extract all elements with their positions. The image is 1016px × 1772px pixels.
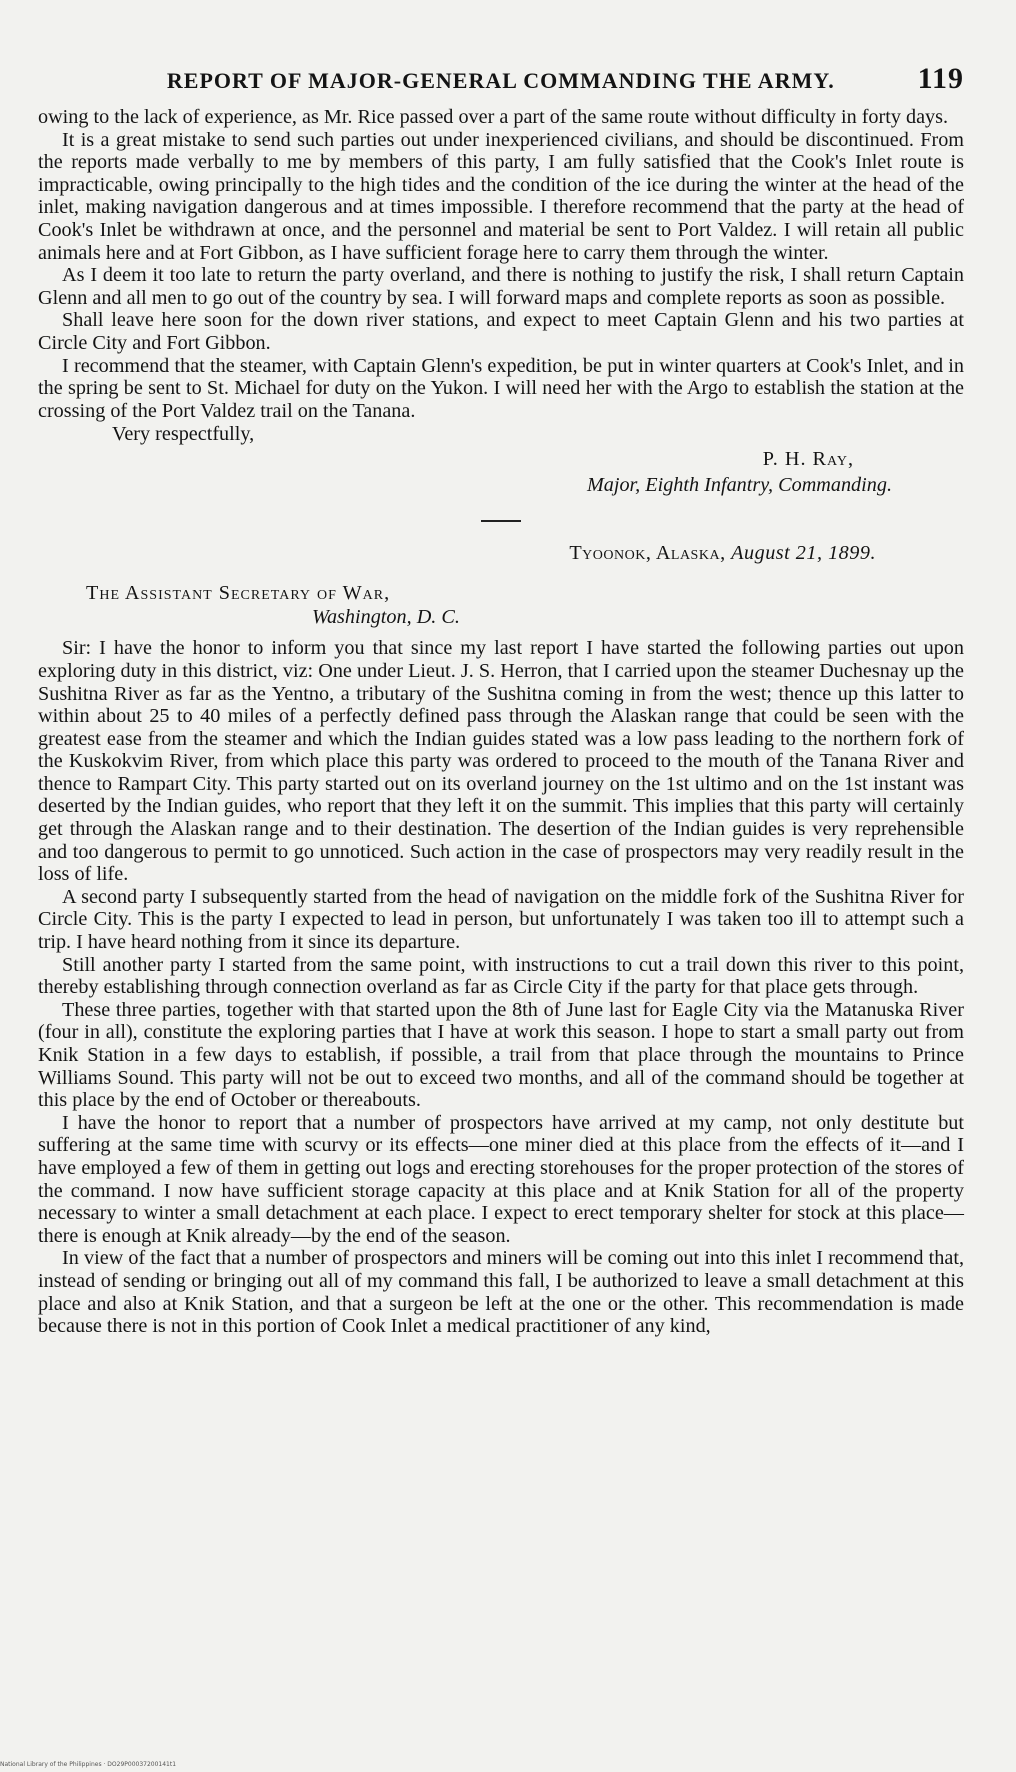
letter-2-body	[38, 637, 964, 1337]
scan-footer: National Library of the Philippines · DO29P00037200141t1	[0, 1761, 177, 1768]
paragraph: In view of the fact that a number of prospectors and miners will be coming out into this inlet I recommend that, instead of sending or bringing out all of my command this fall, I be authorized to leave a small detachment at this place and also at Knik Station, and that a surgeon be left at the one or the other. This recommendation is made because there is not in this portion of Cook Inlet a medical practitioner of any kind,	[38, 1247, 964, 1338]
addressee-title: The Assistant Secretary of War,	[86, 582, 391, 605]
dateline	[38, 542, 876, 565]
paragraph: Still another party I started from the same point, with instructions to cut a trail down this river to this point, thereby establishing through connection overland as far as Circle City if the party for that place gets through.	[38, 953, 964, 999]
paragraph: Sir: I have the honor to inform you that since my last report I have started the following parties out upon exploring duty in this district, viz: One under Lieut. J. S. Herron, that I carried upon the steamer Duchesnay up the Sushitna River as far as the Yentno, a tributary of the Sushitna coming in from the west; thence up this latter to within about 25 to 40 miles of a perfectly defined pass through the Alaskan range that could be seen with the greatest ease from the steamer and which the Indian guides stated was a low pass leading to the northern fork of the Kuskokvim River, from which place this party was ordered to proceed to the mouth of the Tanana River and thence to Rampart City. This party started out on its overland journey on the 1st ultimo and on the 1st instant was deserted by the Indian guides, who report that they left it on the summit. This implies that this party will certainly get through the Alaskan range and to their destination. The desertion of the Indian guides is very reprehensible and too dangerous to permit to go unnoticed. Such action in the case of prospectors may very readily result in the loss of life.	[38, 637, 964, 886]
addressee-city: Washington, D. C.	[312, 606, 460, 629]
signature-name: P. H. Ray,	[762, 448, 854, 471]
running-head: REPORT OF MAJOR-GENERAL COMMANDING THE ARMY.	[166, 68, 835, 93]
signature-rank: Major, Eighth Infantry, Commanding.	[586, 474, 892, 497]
paragraph: I have the honor to report that a number of prospectors have arrived at my camp, not only destitute but suffering at the same time with scurvy or its effects—one miner died at this place from the effects of it—and I have employed a few of them in getting out logs and erecting storehouses for the proper protection of the stores of the command. I now have sufficient storage capacity at this place and at Knik Station for all of the property necessary to winter a small detachment at each place. I expect to erect temporary shelter for stock at this place—there is enough at Knik already—by the end of the season.	[38, 1111, 964, 1247]
paragraph: Shall leave here soon for the down river stations, and expect to meet Captain Glenn and his two parties at Circle City and Fort Gibbon.	[38, 309, 964, 354]
paragraph: It is a great mistake to send such parties out under inexperienced civilians, and should be discontinued. From the reports made verbally to me by members of this party, I am fully satisfied that the Cook's Inlet route is impracticable, owing principally to the high tides and the condition of the ice during the winter at the head of the inlet, making navigation dangerous and at times impossible. I therefore recommend that the party at the head of Cook's Inlet be withdrawn at once, and the personnel and material be sent to Port Valdez. I will retain all public animals here and at Fort Gibbon, as I have sufficient forage here to carry them through the winter.	[38, 128, 964, 264]
dateline-date: August 21, 1899.	[731, 542, 876, 565]
signature-block	[38, 446, 892, 498]
paragraph: As I deem it too late to return the party overland, and there is nothing to justify the risk, I shall return Captain Glenn and all men to go out of the country by sea. I will forward maps and complete reports as soon as possible.	[38, 264, 964, 309]
paragraph: owing to the lack of experience, as Mr. Rice passed over a part of the same route without difficulty in forty days.	[38, 106, 949, 128]
dateline-place: Tyoonok, Alaska,	[569, 542, 726, 565]
page-header	[104, 62, 964, 96]
paragraph: A second party I subsequently started from the head of navigation on the middle fork of the Sushitna River for Circle City. This is the party I expected to lead in person, but unfortunately I was taken too ill to attempt such a trip. I have heard nothing from it since its departure.	[38, 885, 964, 954]
paragraph: I recommend that the steamer, with Captain Glenn's expedition, be put in winter quarters at Cook's Inlet, and in the spring be sent to St. Michael for duty on the Yukon. I will need her with the Argo to establish the station at the crossing of the Port Valdez trail on the Tanana.	[38, 354, 964, 422]
section-divider	[481, 520, 521, 522]
paragraph: These three parties, together with that started upon the 8th of June last for Eagle City via the Matanuska River (four in all), constitute the exploring parties that I have at work this season. I hope to start a small party out from Knik Station in a few days to establish, if possible, a trail from that place through the mountains to Prince Williams Sound. This party will not be out to exceed two months, and all of the command should be together at this place by the end of October or thereabouts.	[38, 998, 964, 1112]
letter-1-body	[38, 106, 964, 422]
page-number: 119	[917, 62, 964, 95]
letter-closing: Very respectfully,	[112, 423, 255, 446]
addressee	[86, 581, 964, 629]
